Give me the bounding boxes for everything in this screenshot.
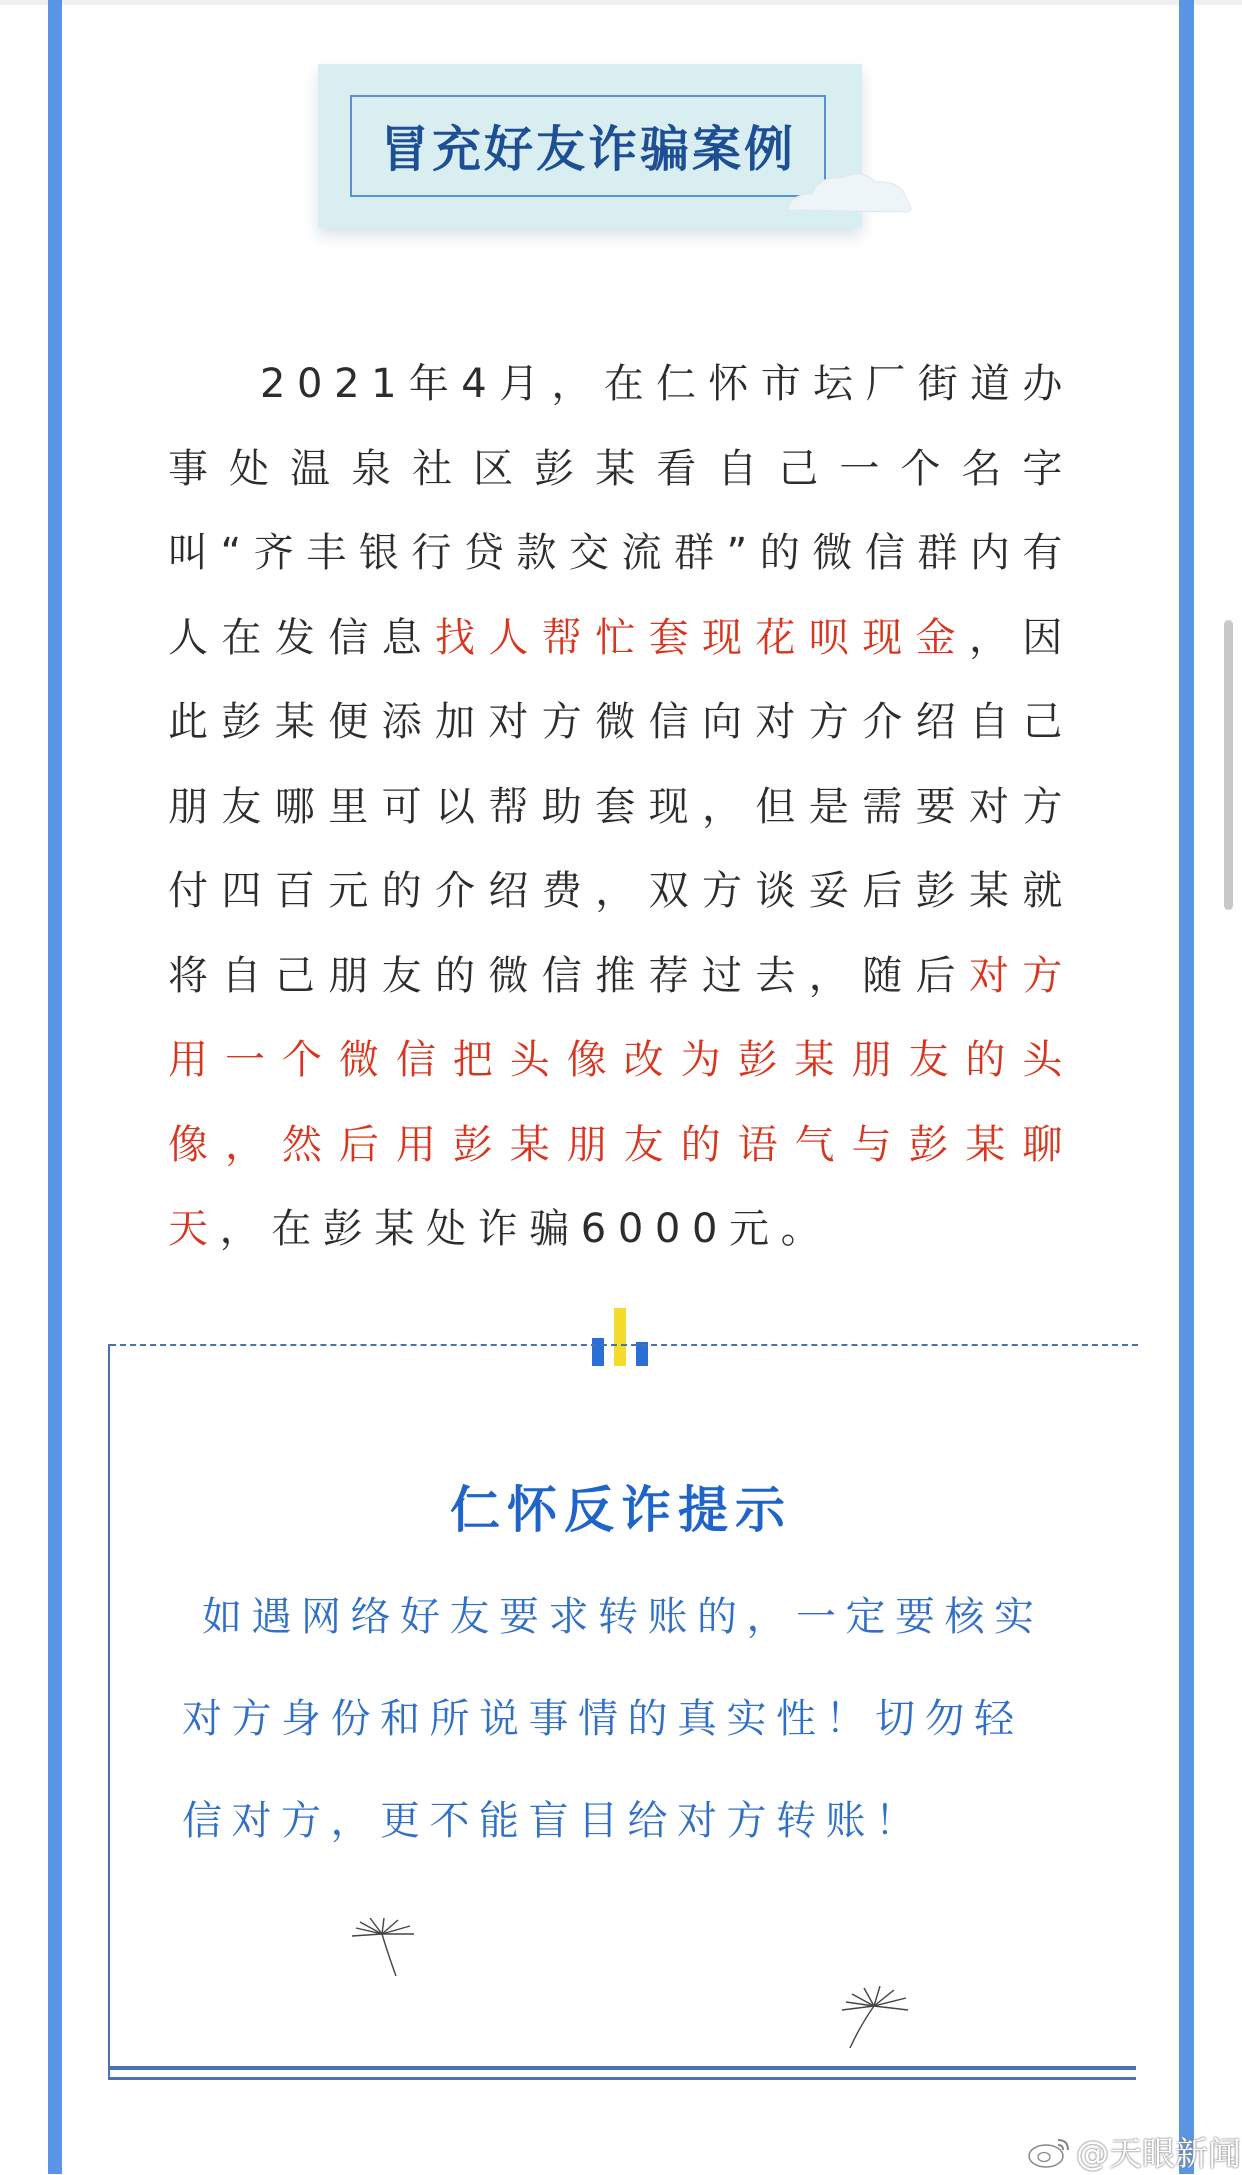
section-title: 冒充好友诈骗案例 [379, 121, 796, 178]
cloud-icon [778, 164, 918, 216]
top-divider [0, 0, 1242, 5]
tips-body: 如遇网络好友要求转账的，一定要核实对方身份和所说事情的真实性！切勿轻信对方，更不能盲目给对方转账！ [182, 1594, 1044, 1844]
dandelion-seed-icon [836, 1986, 910, 2052]
tips-bottom-line [108, 2066, 1136, 2070]
weibo-icon [1026, 2134, 1072, 2170]
case-text-part2: ，因此彭某便添加对方微信向对方介绍自己朋友哪里可以帮助套现，但是需要对方付四百元的介绍费，双方谈妥后彭某就将自己朋友的微信推荐过去，随后 [168, 614, 1074, 999]
left-page-border [48, 0, 62, 2174]
watermark-text: @天眼新闻 [1076, 2134, 1241, 2173]
case-text-part1: 2021年4月，在仁怀市坛厂街道办事处温泉社区彭某看自己一个名字叫“齐丰银行贷款交流群”的微信群内有人在发信息 [168, 361, 1074, 661]
dandelion-seed-icon [348, 1918, 418, 1980]
right-page-border [1179, 0, 1194, 2174]
tips-dashed-border [110, 1344, 1138, 1346]
section-title-frame [350, 95, 826, 197]
case-text-part3: ，在彭某处诈骗6000元。 [219, 1206, 833, 1252]
case-highlight-2: 对方用一个微信把头像改为彭某朋友的头像，然后用彭某朋友的语气与彭某聊天 [168, 952, 1074, 1252]
tips-bottom-line-secondary [108, 2077, 1136, 2080]
case-description [168, 342, 1074, 1272]
watermark [1026, 2128, 1241, 2175]
tips-title: 仁怀反诈提示 [450, 1481, 792, 1539]
section-title-card [318, 64, 862, 228]
scrollbar-thumb[interactable] [1224, 620, 1233, 910]
case-highlight-1: 找人帮忙套现花呗现金 [435, 614, 969, 661]
